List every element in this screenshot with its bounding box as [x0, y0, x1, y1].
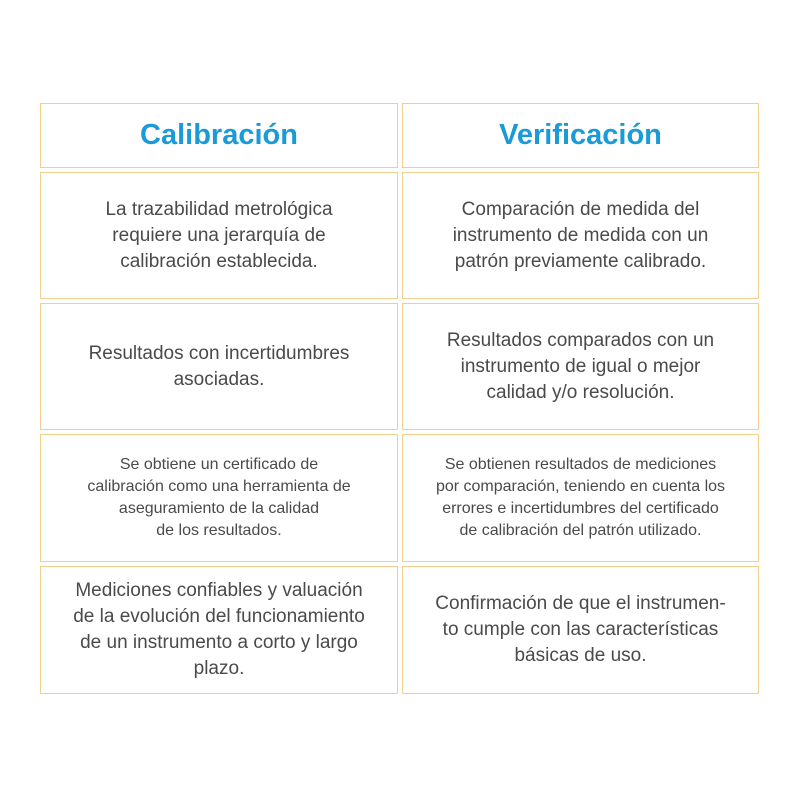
verificacion-cell-1-text: Comparación de medida del instrumento de medida con un patrón previamente calibrado. [452, 198, 709, 272]
calibracion-cell-4 [40, 566, 398, 694]
calibracion-cell-2 [40, 303, 398, 430]
header-verificacion-text: Verificación [499, 119, 662, 151]
calibracion-cell-3-text: Se obtiene un certificado de calibración como una herramienta de aseguramiento de la calidad de los resultados. [87, 456, 351, 539]
header-verificacion [402, 103, 759, 168]
verificacion-cell-1 [402, 172, 759, 299]
calibracion-cell-3 [40, 434, 398, 562]
verificacion-cell-4 [402, 566, 759, 694]
verificacion-cell-3-text: Se obtienen resultados de mediciones por comparación, teniendo en cuenta los errores e incertidumbres del certificado de calibración del patrón utilizado. [435, 456, 726, 539]
verificacion-cell-2-text: Resultados comparados con un instrumento de igual o mejor calidad y/o resolución. [446, 329, 715, 403]
verificacion-cell-2 [402, 303, 759, 430]
header-calibracion-text: Calibración [140, 119, 298, 151]
header-calibracion [40, 103, 398, 168]
calibracion-cell-2-text: Resultados con incertidumbres asociadas. [88, 342, 350, 390]
verificacion-cell-4-text: Confirmación de que el instrumen- to cumple con las características básicas de uso. [435, 593, 726, 666]
calibracion-cell-4-text: Mediciones confiables y valuación de la evolución del funcionamiento de un instrumento a corto y largo plazo. [73, 580, 365, 679]
calibracion-cell-1 [40, 172, 398, 299]
calibracion-cell-1-text: La trazabilidad metrológica requiere una jerarquía de calibración establecida. [105, 198, 333, 272]
verificacion-cell-3 [402, 434, 759, 562]
